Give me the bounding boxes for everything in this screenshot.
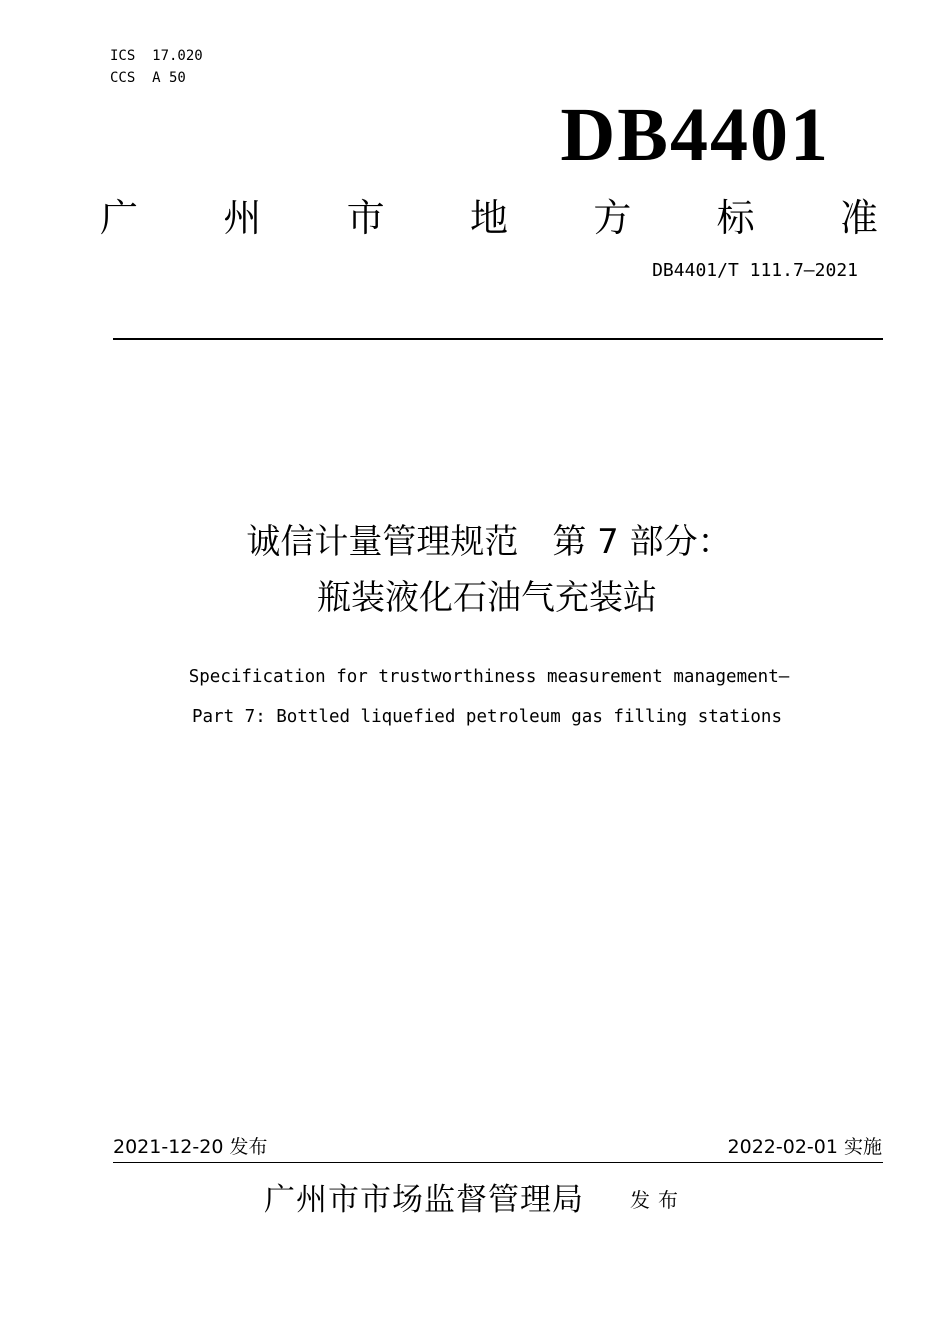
publisher-name: 广州市市场监督管理局 [264, 1182, 584, 1218]
standard-number: DB4401/T 111.7—2021 [652, 260, 858, 281]
implementation-date: 2022-02-01 实施 [727, 1136, 882, 1158]
category-char: 州 [223, 196, 262, 240]
standard-code-logo: DB4401 [560, 93, 830, 177]
ics-code: ICS 17.020 [110, 48, 203, 64]
header-divider [113, 338, 883, 340]
publisher-action: 发布 [630, 1188, 686, 1212]
chinese-title-line-2: 瓶装液化石油气充装站 [317, 578, 657, 618]
english-title-line-2: Part 7: Bottled liquefied petroleum gas filling stations [191, 707, 782, 727]
chinese-title-line-1: 诚信计量管理规范 第 7 部分： [246, 522, 732, 562]
category-char: 地 [469, 196, 508, 240]
publish-date: 2021-12-20 发布 [113, 1136, 268, 1158]
english-title-line-1: Specification for trustworthiness measurement management— [188, 667, 790, 687]
standard-category [100, 194, 878, 242]
ccs-code: CCS A 50 [110, 70, 186, 86]
category-char: 标 [716, 196, 755, 240]
publisher-row [0, 1178, 950, 1222]
category-char: 方 [593, 196, 632, 240]
category-char: 广 [100, 196, 139, 240]
category-char: 市 [346, 196, 385, 240]
footer-divider [113, 1162, 883, 1163]
category-char: 准 [839, 196, 878, 240]
